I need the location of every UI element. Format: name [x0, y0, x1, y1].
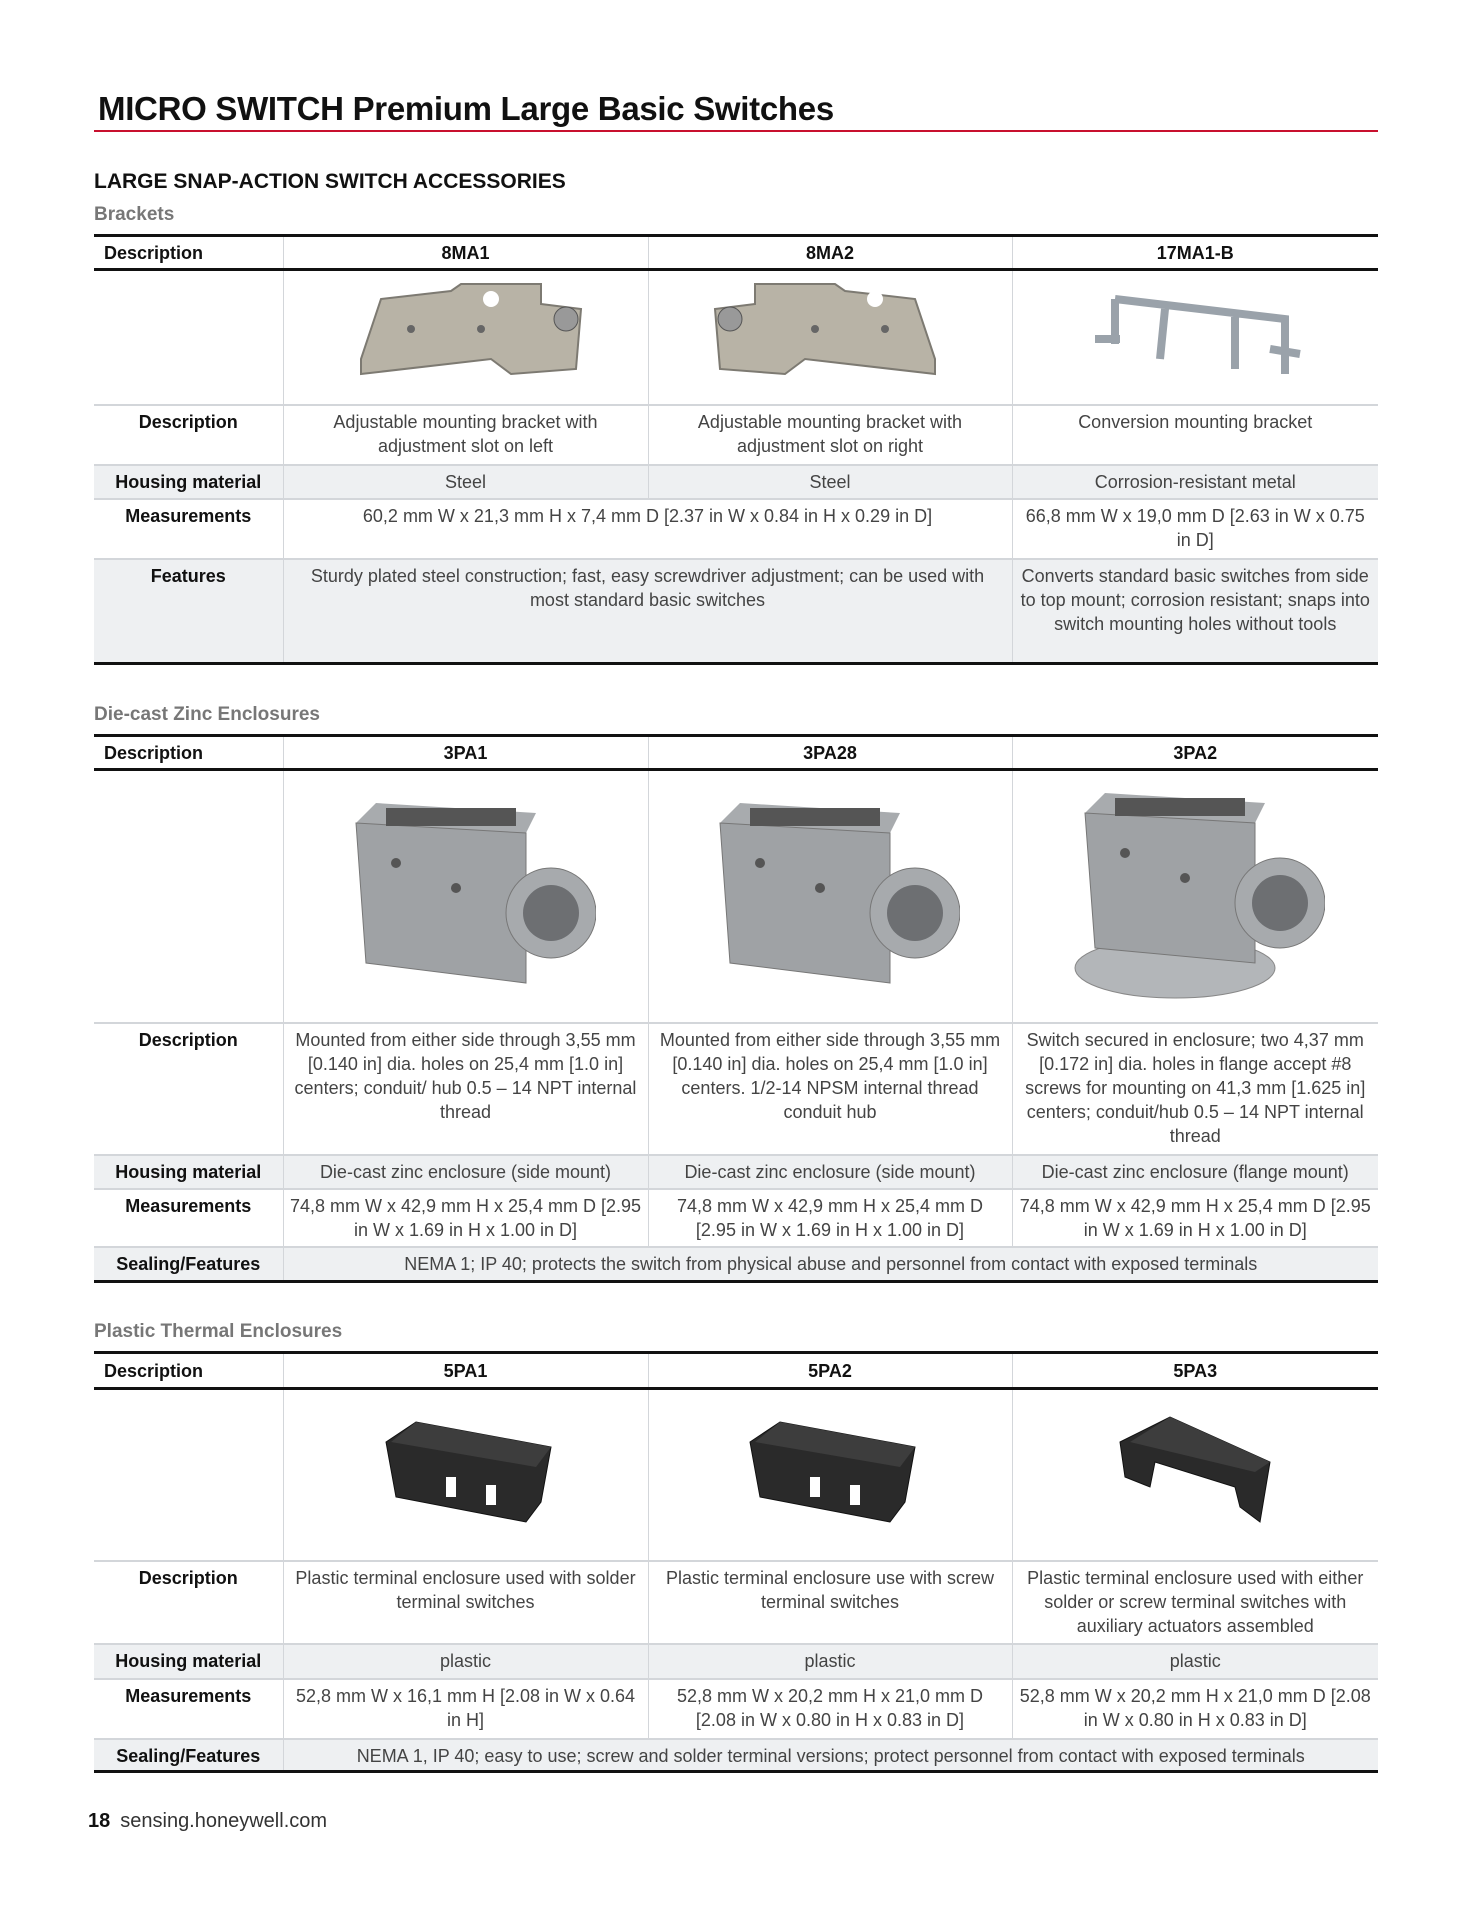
bracket-right-icon: [705, 373, 955, 393]
subsection-label: Brackets: [94, 204, 175, 225]
plastic-enclosure-open-icon: [1110, 1516, 1280, 1536]
product-image-row: [94, 770, 1378, 1023]
product-image-cell: [1012, 770, 1378, 1023]
row-value: plastic: [283, 1644, 648, 1679]
row-value: 74,8 mm W x 42,9 mm H x 25,4 mm D [2.95 in W x 1.69 in H x 1.00 in D]: [283, 1189, 648, 1247]
table-row: [94, 1247, 1378, 1282]
row-value: 60,2 mm W x 21,3 mm H x 7,4 mm D [2.37 in W x 0.84 in H x 0.29 in D]: [283, 499, 1012, 559]
table-row: [94, 465, 1378, 499]
row-value: Die-cast zinc enclosure (side mount): [283, 1155, 648, 1189]
row-label: Description: [94, 1023, 283, 1155]
product-image-row: [94, 270, 1378, 405]
plastic-enclosure-icon: [740, 1511, 920, 1531]
empty-label-cell: [94, 270, 283, 405]
row-value: Plastic terminal enclosure used with solder terminal switches: [283, 1561, 648, 1644]
row-label: Description: [94, 405, 283, 465]
table-row: [94, 1644, 1378, 1679]
row-value: Adjustable mounting bracket with adjustment slot on left: [283, 405, 648, 465]
row-label: Measurements: [94, 1189, 283, 1247]
row-value: Die-cast zinc enclosure (side mount): [648, 1155, 1012, 1189]
empty-label-cell: [94, 1389, 283, 1561]
product-image-cell: [283, 270, 648, 405]
product-image-cell: [648, 1389, 1012, 1561]
spec-table-plastic-thermal-enclosures: [94, 1351, 1378, 1773]
row-value: 52,8 mm W x 16,1 mm H [2.08 in W x 0.64 in H]: [283, 1679, 648, 1739]
row-value: Adjustable mounting bracket with adjustment slot on right: [648, 405, 1012, 465]
product-code: 3PA1: [283, 736, 648, 770]
product-code: 17MA1-B: [1012, 236, 1378, 270]
section-heading: LARGE SNAP-ACTION SWITCH ACCESSORIES: [94, 170, 566, 193]
page-number: 18: [88, 1810, 111, 1832]
header-label: Description: [94, 1353, 283, 1389]
row-value: Corrosion-resistant metal: [1012, 465, 1378, 499]
table-header-row: [94, 236, 1378, 270]
header-label: Description: [94, 236, 283, 270]
table-row: [94, 1155, 1378, 1189]
plastic-enclosure-icon: [376, 1511, 556, 1531]
row-value: plastic: [648, 1644, 1012, 1679]
product-image-cell: [283, 770, 648, 1023]
row-value: Plastic terminal enclosure use with screw terminal switches: [648, 1561, 1012, 1644]
product-code: 5PA2: [648, 1353, 1012, 1389]
zinc-enclosure-flange-icon: [1065, 987, 1325, 1007]
product-code: 5PA1: [283, 1353, 648, 1389]
spec-table-die-cast-zinc-enclosures: [94, 734, 1378, 1283]
product-code: 8MA1: [283, 236, 648, 270]
row-value: 52,8 mm W x 20,2 mm H x 21,0 mm D [2.08 in W x 0.80 in H x 0.83 in D]: [648, 1679, 1012, 1739]
table-row: [94, 405, 1378, 465]
empty-label-cell: [94, 770, 283, 1023]
row-value: 74,8 mm W x 42,9 mm H x 25,4 mm D [2.95 in W x 1.69 in H x 1.00 in D]: [1012, 1189, 1378, 1247]
row-label: Measurements: [94, 499, 283, 559]
product-image-cell: [1012, 1389, 1378, 1561]
row-value: plastic: [1012, 1644, 1378, 1679]
row-value: Die-cast zinc enclosure (flange mount): [1012, 1155, 1378, 1189]
row-value: Converts standard basic switches from side to top mount; corrosion resistant; snaps into switch mounting holes without tools: [1012, 559, 1378, 664]
product-code: 5PA3: [1012, 1353, 1378, 1389]
zinc-enclosure-icon: [336, 977, 596, 997]
row-value: 52,8 mm W x 20,2 mm H x 21,0 mm D [2.08 in W x 0.80 in H x 0.83 in D]: [1012, 1679, 1378, 1739]
product-image-cell: [283, 1389, 648, 1561]
product-image-row: [94, 1389, 1378, 1561]
row-label: Sealing/Features: [94, 1247, 283, 1282]
table-header-row: [94, 736, 1378, 770]
table-row: [94, 499, 1378, 559]
row-value: Mounted from either side through 3,55 mm [0.140 in] dia. holes on 25,4 mm [1.0 in] centers. 1/2-14 NPSM internal thread conduit hub: [648, 1023, 1012, 1155]
subsection-label: Plastic Thermal Enclosures: [94, 1321, 343, 1342]
row-value: Conversion mounting bracket: [1012, 405, 1378, 465]
product-image-cell: [1012, 270, 1378, 405]
product-code: 8MA2: [648, 236, 1012, 270]
row-label: Sealing/Features: [94, 1739, 283, 1772]
row-label: Description: [94, 1561, 283, 1644]
table-row: [94, 559, 1378, 664]
title-divider: [94, 130, 1378, 132]
row-value: 66,8 mm W x 19,0 mm D [2.63 in W x 0.75 in D]: [1012, 499, 1378, 559]
row-label: Features: [94, 559, 283, 664]
table-header-row: [94, 1353, 1378, 1389]
product-image-cell: [648, 270, 1012, 405]
row-value: NEMA 1; IP 40; protects the switch from physical abuse and personnel from contact with exposed terminals: [283, 1247, 1378, 1282]
row-value: Steel: [648, 465, 1012, 499]
conversion-bracket-icon: [1085, 368, 1305, 388]
product-code: 3PA28: [648, 736, 1012, 770]
zinc-enclosure-icon: [700, 977, 960, 997]
table-row: [94, 1561, 1378, 1644]
row-value: 74,8 mm W x 42,9 mm H x 25,4 mm D [2.95 in W x 1.69 in H x 1.00 in D]: [648, 1189, 1012, 1247]
row-value: Plastic terminal enclosure used with either solder or screw terminal switches with auxiliary actuators assembled: [1012, 1561, 1378, 1644]
page-footer: [88, 1810, 327, 1833]
table-row: [94, 1023, 1378, 1155]
row-value: Steel: [283, 465, 648, 499]
page-title: MICRO SWITCH Premium Large Basic Switches: [98, 90, 834, 127]
table-row: [94, 1189, 1378, 1247]
table-row: [94, 1679, 1378, 1739]
table-row: [94, 1739, 1378, 1772]
row-value: Mounted from either side through 3,55 mm [0.140 in] dia. holes on 25,4 mm [1.0 in] centers; conduit/ hub 0.5 – 14 NPT internal thread: [283, 1023, 648, 1155]
row-value: Sturdy plated steel construction; fast, easy screwdriver adjustment; can be used with most standard basic switches: [283, 559, 1012, 664]
spec-table-brackets: [94, 234, 1378, 665]
header-label: Description: [94, 736, 283, 770]
row-label: Housing material: [94, 1155, 283, 1189]
subsection-label: Die-cast Zinc Enclosures: [94, 704, 320, 725]
row-label: Measurements: [94, 1679, 283, 1739]
row-label: Housing material: [94, 1644, 283, 1679]
product-code: 3PA2: [1012, 736, 1378, 770]
bracket-left-icon: [341, 373, 591, 393]
row-label: Housing material: [94, 465, 283, 499]
product-image-cell: [648, 770, 1012, 1023]
row-value: NEMA 1, IP 40; easy to use; screw and solder terminal versions; protect personnel from contact with exposed terminals: [283, 1739, 1378, 1772]
row-value: Switch secured in enclosure; two 4,37 mm [0.172 in] dia. holes in flange accept #8 screws for mounting on 41,3 mm [1.625 in] centers; conduit/hub 0.5 – 14 NPT internal thread: [1012, 1023, 1378, 1155]
footer-url[interactable]: sensing.honeywell.com: [120, 1810, 328, 1832]
